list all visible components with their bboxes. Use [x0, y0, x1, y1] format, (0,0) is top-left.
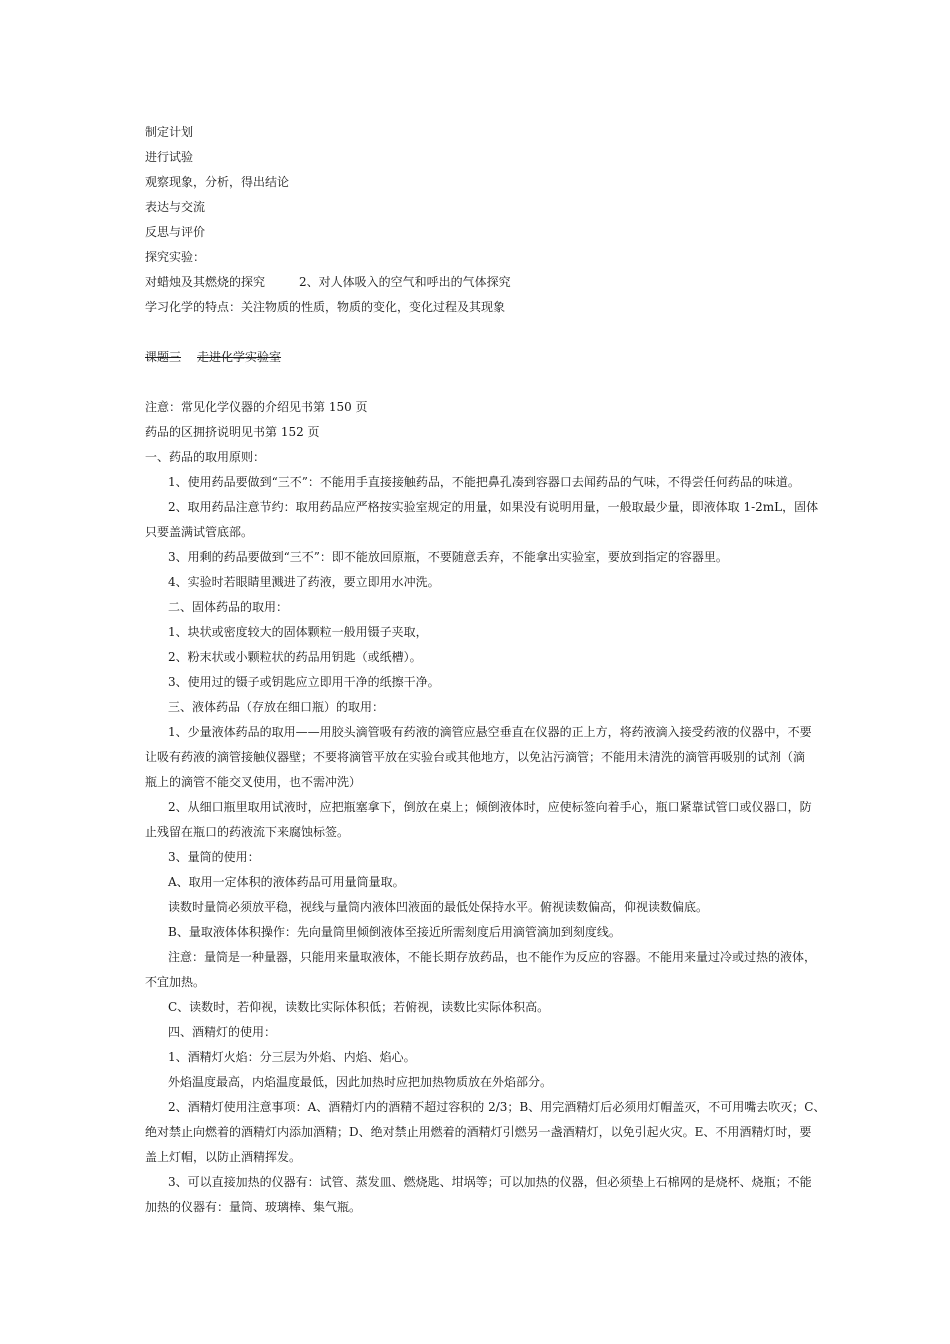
cylinder-heading: 3、量筒的使用： — [168, 850, 260, 864]
solid-1: 1、块状或密度较大的固体颗粒一般用镊子夹取， — [168, 625, 428, 639]
intro-line-plan: 制定计划 — [145, 125, 194, 139]
rule-3: 3、用剩的药品要做到“三不”：即不能放回原瓶，不要随意丢弃，不能拿出实验室，要放到指定的容器里。 — [168, 550, 728, 564]
liquid-1-line-1: 1、少量液体药品的取用——用胶头滴管吸有药液的滴管应悬空垂直在仪器的正上方，将药液滴入接受药液的仪器中，不要 — [168, 725, 812, 739]
heating-line-1: 3、可以直接加热的仪器有：试管、蒸发皿、燃烧匙、坩埚等；可以加热的仪器，但必须垫上石棉网的是烧杯、烧瓶；不能 — [168, 1175, 812, 1189]
solid-3: 3、使用过的镊子或钥匙应立即用干净的纸擦干净。 — [168, 675, 440, 689]
section-4-heading: 四、酒精灯的使用： — [168, 1025, 277, 1039]
section-1-heading: 一、药品的取用原则： — [145, 450, 266, 464]
lesson-title — [145, 349, 810, 365]
heating-line-2: 加热的仪器有：量筒、玻璃棒、集气瓶。 — [145, 1200, 362, 1214]
liquid-1-line-2: 让吸有药液的滴管接触仪器壁；不要将滴管平放在实验台或其他地方，以免沾污滴管；不能用未清洗的滴管再吸别的试剂（滴 — [145, 750, 806, 764]
experiment-breath: 2、对人体吸入的空气和呼出的气体探究 — [299, 275, 511, 289]
cylinder-b: B、量取液体体积操作：先向量筒里倾倒液体至接近所需刻度后用滴管滴加到刻度线。 — [168, 925, 621, 939]
rule-2-line-1: 2、取用药品注意节约：取用药品应严格按实验室规定的用量，如果没有说明用量，一般取最少量，即液体取 1-2mL，固体 — [168, 500, 819, 514]
rule-1: 1、使用药品要做到“三不”：不能用手直接接触药品，不能把鼻孔凑到容器口去闻药品的气味，不得尝任何药品的味道。 — [168, 475, 800, 489]
section-3-heading: 三、液体药品（存放在细口瓶）的取用： — [168, 700, 385, 714]
intro-line-experiment: 进行试验 — [145, 150, 194, 164]
section-2-heading: 二、固体药品的取用： — [168, 600, 289, 614]
lamp-notes-line-2: 绝对禁止向燃着的酒精灯内添加酒精；D、绝对禁止用燃着的酒精灯引燃另一盏酒精灯，以免引起火灾。E、不用酒精灯时，要 — [145, 1125, 812, 1139]
lesson-label: 课题三 — [145, 350, 182, 364]
lesson-name: 走进化学实验室 — [197, 350, 282, 364]
note-instruments: 注意：常见化学仪器的介绍见书第 150 页 — [145, 400, 368, 414]
note-reagents: 药品的区拥挤说明见书第 152 页 — [145, 425, 320, 439]
experiments-line — [145, 274, 810, 290]
cylinder-reading: 读数时量筒必须放平稳，视线与量筒内液体凹液面的最低处保持水平。俯视读数偏高，仰视读数偏底。 — [168, 900, 709, 914]
cylinder-note-line-2: 不宜加热。 — [145, 975, 206, 989]
cylinder-note-line-1: 注意：量筒是一种量器，只能用来量取液体，不能长期存放药品，也不能作为反应的容器。不能用来量过冷或过热的液体， — [168, 950, 817, 964]
rule-2-line-2: 只要盖满试管底部。 — [145, 525, 254, 539]
liquid-1-line-3: 瓶上的滴管不能交叉使用，也不需冲洗） — [145, 775, 362, 789]
lamp-notes-line-3: 盖上灯帽，以防止酒精挥发。 — [145, 1150, 302, 1164]
intro-line-explore: 探究实验： — [145, 250, 206, 264]
experiment-candle: 对蜡烛及其燃烧的探究 — [145, 275, 266, 289]
intro-line-express: 表达与交流 — [145, 200, 206, 214]
solid-2: 2、粉末状或小颗粒状的药品用钥匙（或纸槽）。 — [168, 650, 422, 664]
chemistry-features: 学习化学的特点：关注物质的性质，物质的变化，变化过程及其现象 — [145, 300, 506, 314]
intro-line-reflect: 反思与评价 — [145, 225, 206, 239]
liquid-2-line-2: 止残留在瓶口的药液流下来腐蚀标签。 — [145, 825, 350, 839]
lamp-notes-line-1: 2、酒精灯使用注意事项：A、酒精灯内的酒精不超过容积的 2/3；B、用完酒精灯后必须用灯帽盖灭，不可用嘴去吹灭；C、 — [168, 1100, 826, 1114]
lamp-flame: 1、酒精灯火焰：分三层为外焰、内焰、焰心。 — [168, 1050, 416, 1064]
lamp-flame-temp: 外焰温度最高，内焰温度最低，因此加热时应把加热物质放在外焰部分。 — [168, 1075, 553, 1089]
rule-4: 4、实验时若眼睛里溅进了药液，要立即用水冲洗。 — [168, 575, 440, 589]
cylinder-c: C、读数时，若仰视，读数比实际体积低；若俯视，读数比实际体积高。 — [168, 1000, 550, 1014]
liquid-2-line-1: 2、从细口瓶里取用试液时，应把瓶塞拿下，倒放在桌上；倾倒液体时，应使标签向着手心，瓶口紧靠试管口或仪器口，防 — [168, 800, 812, 814]
intro-line-observe: 观察现象，分析，得出结论 — [145, 175, 290, 189]
cylinder-a: A、取用一定体积的液体药品可用量筒量取。 — [168, 875, 405, 889]
